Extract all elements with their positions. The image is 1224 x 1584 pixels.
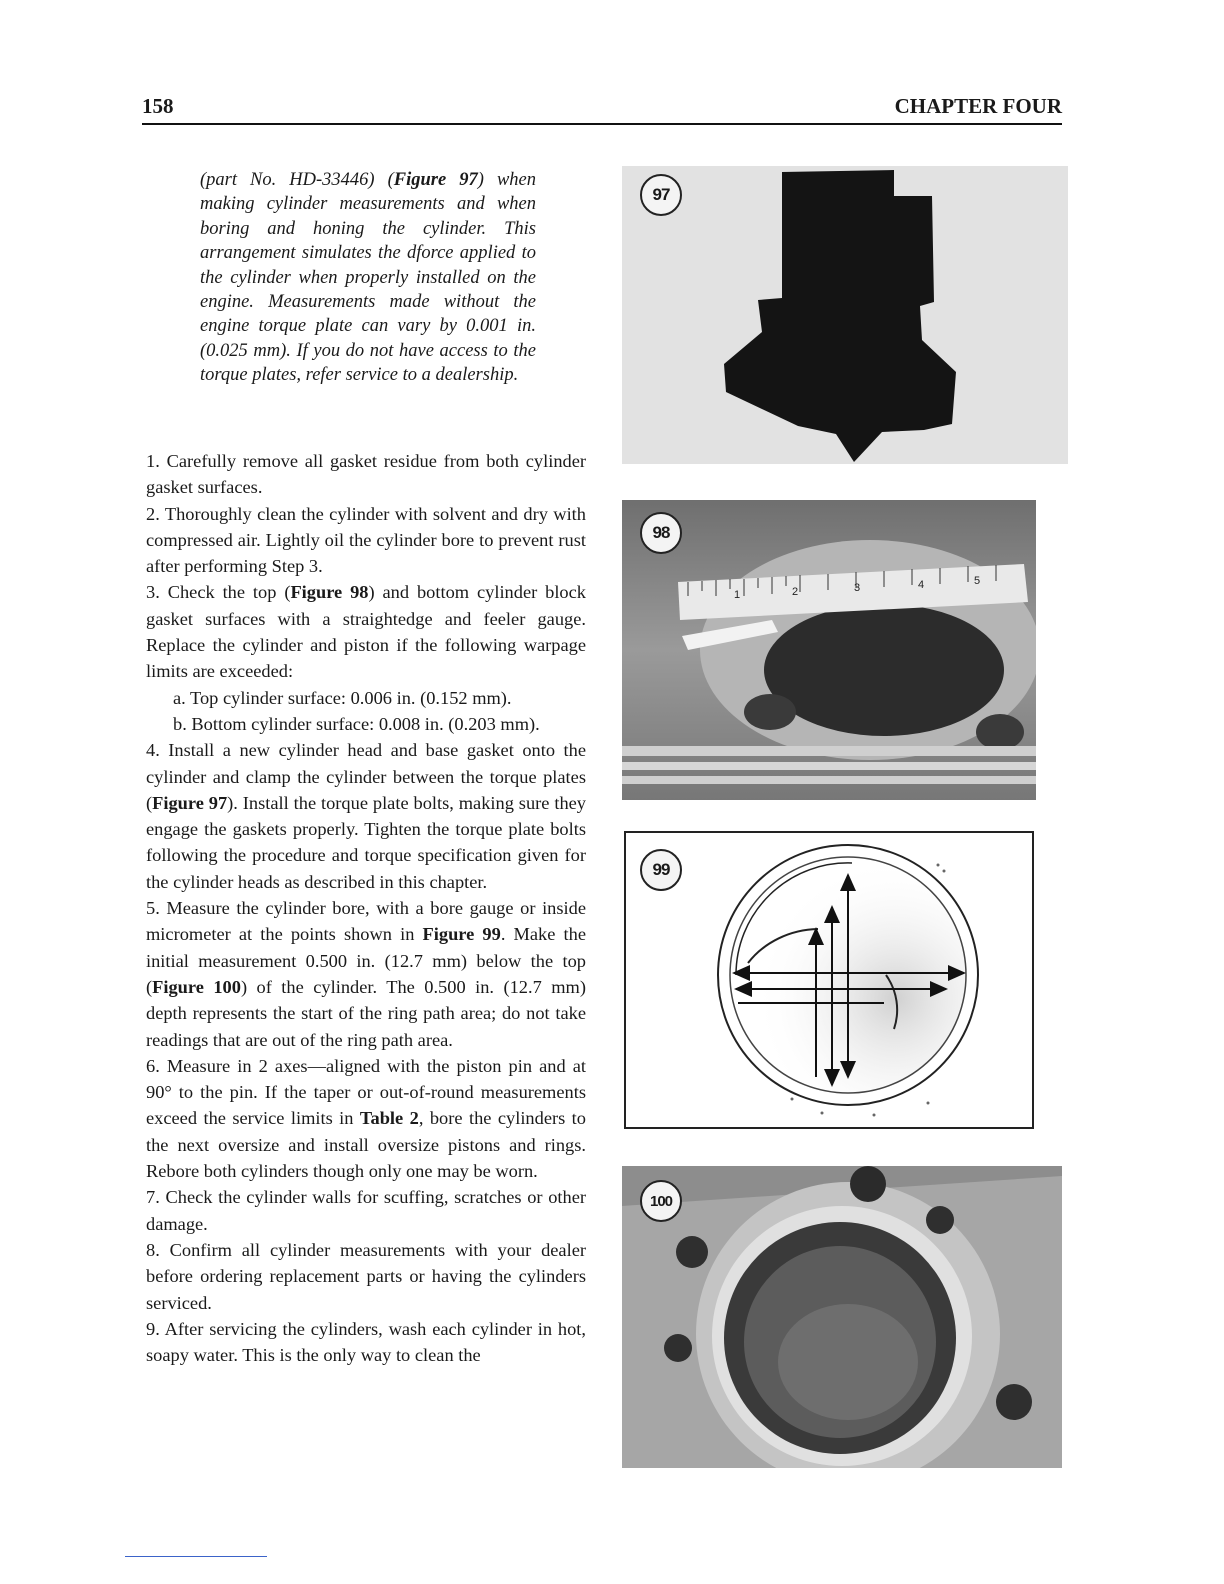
footer-link-underline <box>125 1556 267 1557</box>
bore-measurement-diagram <box>626 833 1034 1129</box>
ruler-numbers <box>622 500 1036 800</box>
step-5-pre: 5. Measure the cylinder bore, with a bore gauge or inside micrometer at the points shown in <box>146 898 586 945</box>
figure-98-label: 98 <box>640 512 682 554</box>
ruler-mark-5: 5 <box>974 575 981 587</box>
ruler-mark-1: 1 <box>734 589 741 601</box>
step-8: 8. Confirm all cylinder measurements with your dealer before ordering replacement parts or having the cylinders serviced. <box>146 1239 586 1313</box>
ruler-mark-4: 4 <box>918 579 925 591</box>
note-figure-ref: Figure 97 <box>393 170 478 190</box>
step-4 <box>146 737 586 895</box>
page-header <box>142 94 1062 122</box>
step-1: 1. Carefully remove all gasket residue from both cylinder gasket surfaces. <box>146 451 586 498</box>
cylinder-top-image <box>622 1166 1062 1468</box>
figure-99-label: 99 <box>640 849 682 891</box>
ruler-mark-3: 3 <box>854 582 861 594</box>
procedure-steps <box>146 448 586 1368</box>
figure-97-photo <box>622 166 1068 464</box>
step-6 <box>146 1053 586 1184</box>
step-4-pre: 4. Install a new cylinder head and base gasket onto the cylinder and clamp the cylinder between the torque plates ( <box>146 740 586 813</box>
step-5-post: ) of the cylinder. The 0.500 in. (12.7 mm) depth represents the start of the ring path area; do not take readings that are out of the ring path area. <box>146 976 586 1050</box>
step-3 <box>146 579 586 684</box>
step-9: 9. After servicing the cylinders, wash each cylinder in hot, soapy water. This is the only way to clean the <box>146 1318 586 1366</box>
step-3b: b. Bottom cylinder surface: 0.008 in. (0.203 mm). <box>173 713 540 734</box>
page-number: 158 <box>142 94 174 118</box>
step-5 <box>146 895 586 1053</box>
step-6-table-ref: Table 2 <box>359 1108 419 1129</box>
header-rule <box>142 123 1062 125</box>
figure-97-label: 97 <box>640 174 682 216</box>
figure-98-photo <box>622 500 1036 800</box>
step-6-pre: 6. Measure in 2 axes—aligned with the piston pin and at 90° to the pin. If the taper or out-of-round measurements exceed the service limits in <box>146 1055 586 1129</box>
note-text-pre: (part No. HD-33446) ( <box>200 170 394 190</box>
step-3-figure-ref: Figure 98 <box>290 582 369 603</box>
step-3a: a. Top cylinder surface: 0.006 in. (0.152 mm). <box>173 687 512 708</box>
figure-99-diagram <box>624 831 1034 1129</box>
step-2: 2. Thoroughly clean the cylinder with solvent and dry with compressed air. Lightly oil the cylinder bore to prevent rust after performing Step 3. <box>146 503 586 577</box>
step-4-post: ). Install the torque plate bolts, making sure they engage the gaskets properly. Tighten the torque plate bolts following the procedure and torque specification given for the cylinder heads as described in this chapter. <box>146 792 586 892</box>
step-6-post: , bore the cylinders to the next oversize and install oversize pistons and rings. Rebore both cylinders though only one may be worn. <box>146 1108 586 1182</box>
torque-plate-image <box>622 166 1068 464</box>
note-paragraph <box>200 168 536 388</box>
figure-100-photo <box>622 1166 1062 1468</box>
step-5-figure-ref-99: Figure 99 <box>422 924 501 945</box>
step-5-mid: . Make the initial measurement 0.500 in. (12.7 mm) below the top ( <box>146 924 586 997</box>
chapter-title: CHAPTER FOUR <box>894 94 1062 118</box>
note-text-post: ) when making cylinder measurements and when boring and honing the cylinder. This arrangement simulates the dforce applied to the cylinder when properly installed on the engine. Measurements made without the engine torque plate can vary by 0.001 in. (0.025 mm). If you do not have access to the torque plates, refer service to a dealership. <box>200 170 536 386</box>
step-5-figure-ref-100: Figure 100 <box>152 976 241 997</box>
step-3-pre: 3. Check the top ( <box>146 582 291 603</box>
step-7: 7. Check the cylinder walls for scuffing, scratches or other damage. <box>146 1187 586 1234</box>
step-3-post: ) and bottom cylinder block gasket surfaces with a straightedge and feeler gauge. Replace the cylinder and piston if the following warpage limits are exceeded: <box>146 582 586 682</box>
figure-100-label: 100 <box>640 1180 682 1222</box>
step-4-figure-ref: Figure 97 <box>152 792 228 813</box>
ruler-mark-2: 2 <box>792 586 799 598</box>
